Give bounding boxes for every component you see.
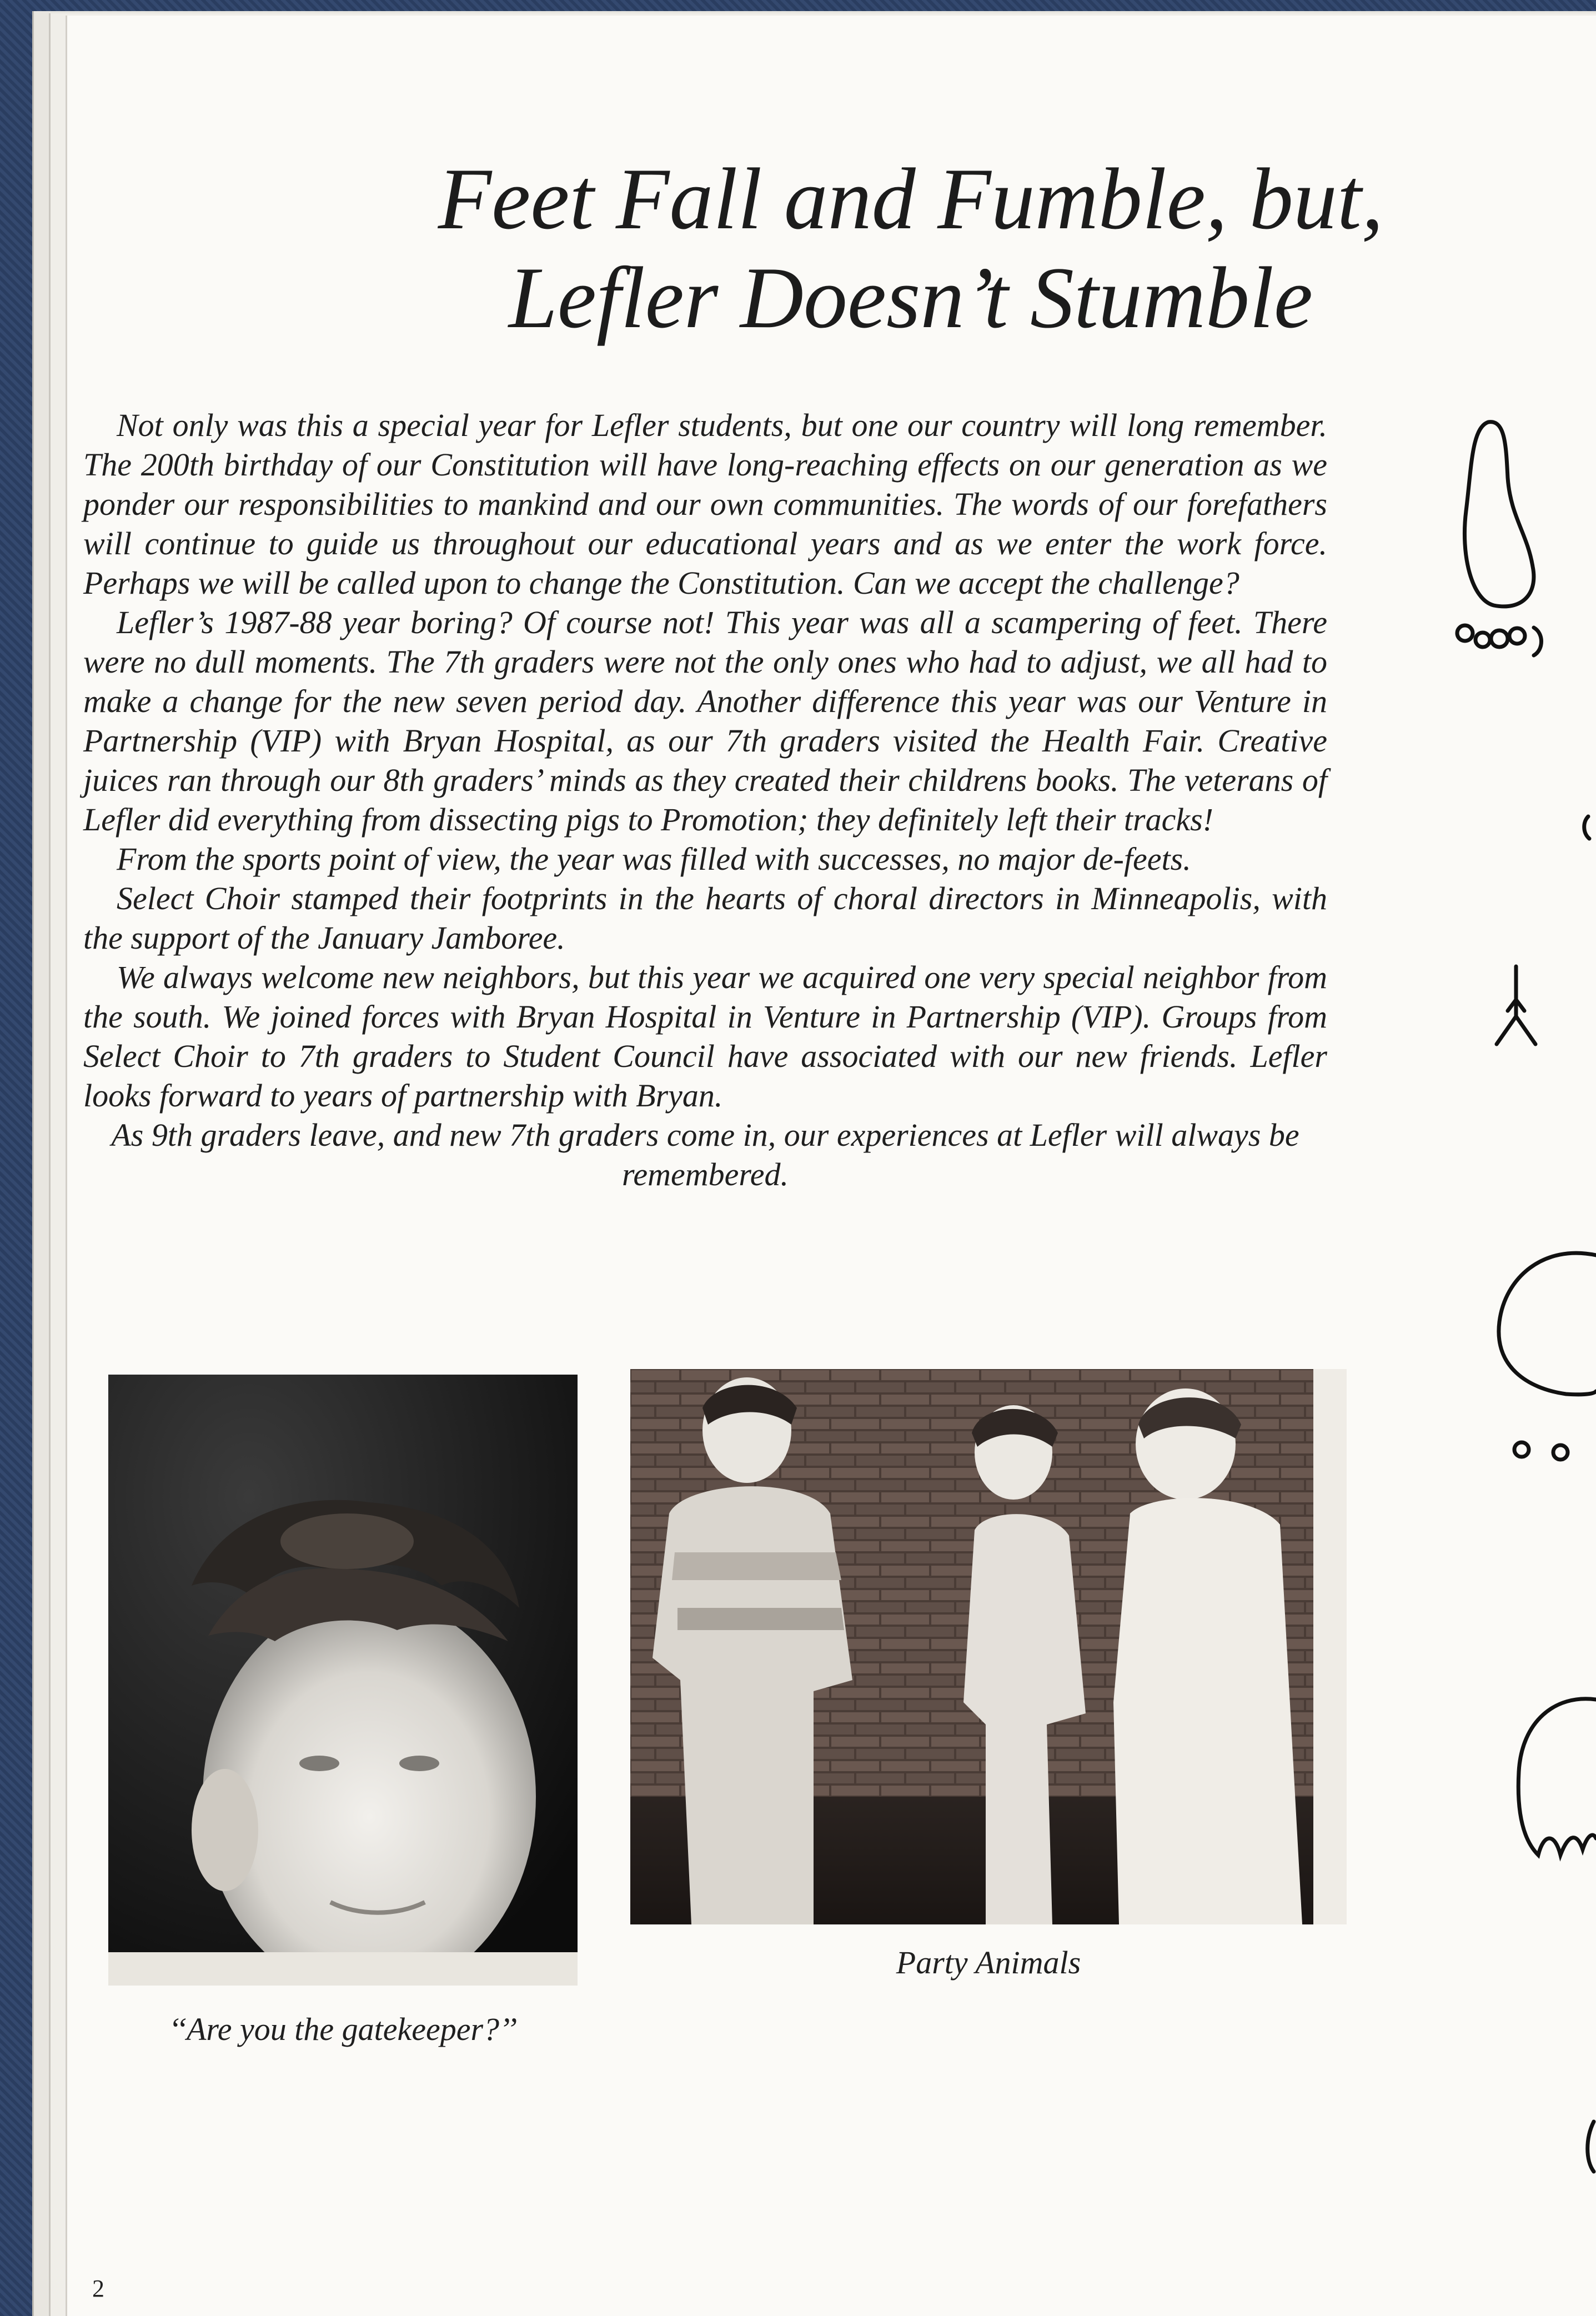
paragraph-4: Select Choir stamped their footprints in the hearts of choral directors in Minneapolis, with the support of the January Jamboree. [83,880,1327,956]
paragraph-3: From the sports point of view, the year was filled with successes, no major de-feets. [117,841,1191,877]
paragraph-2: Lefler’s 1987-88 year boring? Of course not! This year was all a scampering of feet. There were no dull moments. The 7th graders were not the only ones who had to adjust, we all had to make a change for the new seven period day. Another difference this year was our Venture in Partnership (VIP) with Bryan Hospital, as our 7th graders visited the Health Fair. Creative juices ran through our 8th graders’ minds as they created their childrens books. The veterans of Lefler did everything from dissecting pigs to Promotion; they definitely left their tracks! [83,604,1327,838]
footprint-doodle-4 [1499,1253,1596,1395]
photo-party-animals-image [630,1369,1347,1924]
footprint-doodle-3 [1497,966,1535,1044]
footprint-doodle-2 [1584,816,1589,839]
paragraph-1: Not only was this a special year for Lefler students, but one our country will long remember. The 200th birthday of our Constitution will have long-reaching effects on our generation as we ponder our responsibilities to mankind and our own communities. The words of our forefathers will continue to guide us throughout our educational years and as we enter the work force. Perhaps we will be called upon to change the Constitution. Can we accept the challenge? [83,407,1327,601]
footprint-doodle-6 [1588,2122,1594,2172]
caption-gatekeeper: ‘‘Are you the gatekeeper?’’ [168,2011,518,2047]
title-line-2: Lefler Doesn’t Stumble [508,249,1313,347]
footprint-doodles [1377,389,1596,2277]
photo-gatekeeper [108,1375,578,1986]
paragraph-6: As 9th graders leave, and new 7th graders come in, our experiences at Lefler will always be remembered. [111,1117,1299,1192]
footprint-doodle-5 [1518,1699,1596,1855]
article-body [83,405,1327,1194]
page-title [355,150,1466,348]
footprint-doodle-1 [1464,422,1533,606]
page-number: 2 [92,2275,104,2302]
paragraph-5: We always welcome new neighbors, but this year we acquired one very special neighbor from the south. We joined forces with Bryan Hospital in Venture in Partnership (VIP). Groups from Select Choir to 7th graders to Student Council have associated with our new friends. Lefler looks forward to years of partnership with Bryan. [83,959,1327,1114]
caption-party-animals: Party Animals [896,1944,1081,1981]
photo-gatekeeper-image [108,1375,578,1986]
title-line-1: Feet Fall and Fumble, but, [438,151,1384,248]
photo-party-animals [630,1369,1347,1924]
